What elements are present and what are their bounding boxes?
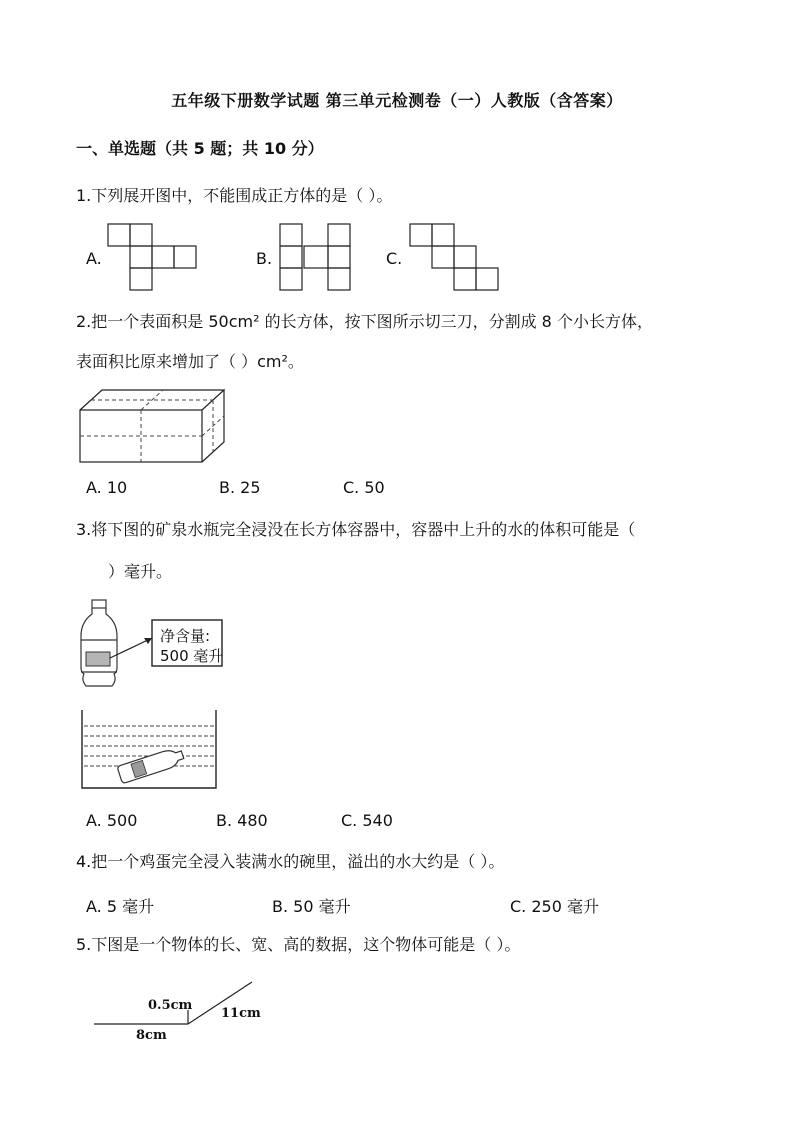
q3-option-b: B. 480	[216, 811, 268, 830]
q3-bottle-label-line-1: 净含量:	[160, 627, 211, 645]
q4-option-a: A. 5 毫升	[86, 897, 155, 916]
section-heading: 一、单选题（共 5 题；共 10 分）	[76, 139, 324, 158]
question-2-line-2: 表面积比原来增加了（ ）cm²。	[76, 352, 304, 371]
q3-option-a: A. 500	[86, 811, 138, 830]
q2-option-a: A. 10	[86, 478, 128, 497]
q4-option-b: B. 50 毫升	[272, 897, 351, 916]
question-3-line-1: 3.将下图的矿泉水瓶完全浸没在长方体容器中，容器中上升的水的体积可能是（	[76, 520, 636, 539]
q5-width-label: 11cm	[221, 1006, 261, 1021]
q5-height-label: 0.5cm	[148, 998, 193, 1013]
q3-option-c: C. 540	[341, 811, 393, 830]
q1-net-a-figure	[100, 222, 200, 294]
q2-option-c: C. 50	[343, 478, 385, 497]
q2-option-b: B. 25	[219, 478, 261, 497]
q1-net-c-figure	[408, 222, 500, 294]
q1-net-b-figure	[278, 222, 358, 294]
page-title: 五年级下册数学试题 第三单元检测卷（一）人教版（含答案）	[171, 91, 623, 110]
question-2-line-1: 2.把一个表面积是 50cm² 的长方体，按下图所示切三刀，分割成 8 个小长方体，	[76, 312, 653, 331]
q3-bottle-label-line-2: 500 毫升	[160, 647, 224, 665]
q5-length-label: 8cm	[136, 1028, 167, 1043]
q1-option-a-label: A.	[86, 249, 102, 268]
q4-option-c: C. 250 毫升	[510, 897, 599, 916]
question-3-line-2: ）毫升。	[108, 562, 173, 581]
q3-container-figure	[80, 708, 220, 790]
q2-cuboid-figure	[78, 388, 226, 464]
question-5-text: 5.下图是一个物体的长、宽、高的数据，这个物体可能是（ ）。	[76, 935, 521, 954]
question-1-text: 1.下列展开图中，不能围成正方体的是（ ）。	[76, 186, 393, 205]
q1-option-b-label: B.	[256, 249, 273, 268]
question-4-text: 4.把一个鸡蛋完全浸入装满水的碗里，溢出的水大约是（ ）。	[76, 852, 505, 871]
q1-option-c-label: C.	[386, 249, 403, 268]
